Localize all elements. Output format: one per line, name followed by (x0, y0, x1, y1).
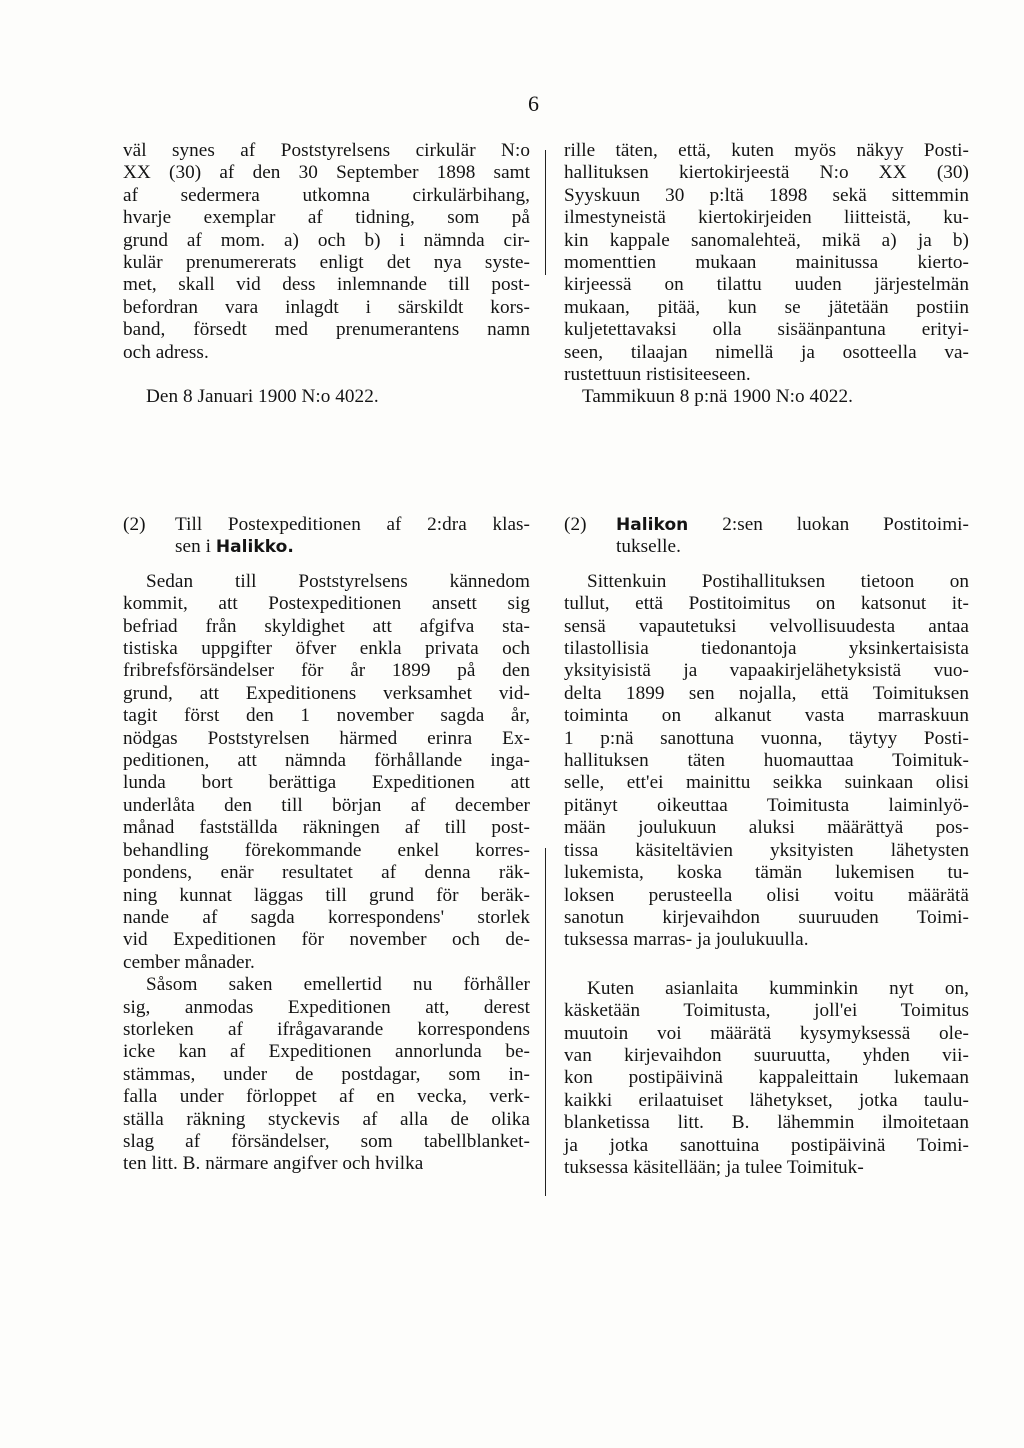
text-line: lunda bort berättiga Expeditionen att (123, 772, 530, 794)
text-line: nödgas Poststyrelsen härmed erinra Ex- (123, 727, 530, 749)
text-line: toiminta on alkanut vasta marraskuun (564, 705, 969, 727)
heading-line: sen i (175, 536, 211, 558)
heading-line (616, 514, 969, 536)
text-line: pitänyt oikeuttaa Toimitusta laiminlyö- (564, 794, 969, 816)
text-line: ja jotka sanottuina postipäivinä Toimi- (564, 1134, 969, 1156)
text-line: kulär prenumererats enligt det nya syste- (123, 252, 530, 274)
swedish-top-paragraph (123, 140, 530, 364)
finnish-top-date: Tammikuun 8 p:nä 1900 N:o 4022. (582, 386, 853, 408)
text-line: nande af sagda korrespondens' storlek (123, 906, 530, 928)
text-line: selle, ett'ei mainittu seikka suinkaan olisi (564, 772, 969, 794)
heading-line: tukselle. (616, 536, 681, 558)
finnish-bottom-paragraph-2 (564, 978, 969, 1180)
text-line: kin kappale sanomalehteä, mikä a) ja b) (564, 229, 969, 251)
text-line: grund af mom. a) och b) i nämnda cir- (123, 229, 530, 251)
text-line: lukemista, koska tämän lukemisen tu- (564, 862, 969, 884)
swedish-top-column (123, 140, 530, 408)
heading-place: Halikko. (215, 537, 294, 558)
text-line: falla under förloppet af en vecka, verk- (123, 1086, 530, 1108)
text-line: ten litt. B. närmare angifver och hvilka (123, 1153, 424, 1175)
text-line: rille täten, että, kuten myös näkyy Posti- (564, 140, 969, 161)
swedish-bottom-column (123, 514, 530, 1176)
finnish-bottom-heading (564, 514, 969, 559)
text-line: tilastollisia tiedonantoja yksinkertaisista (564, 638, 969, 660)
text-line: peditionen, att nämnda förhållande inga- (123, 750, 530, 772)
swedish-top-date: Den 8 Januari 1900 N:o 4022. (146, 386, 379, 408)
text-line: Syyskuun 30 p:ltä 1898 sekä sittemmin (564, 184, 969, 206)
text-line: cember månader. (123, 951, 255, 973)
text-line: hvarje exemplar af tidning, som på (123, 207, 530, 229)
text-line: ning kunnat läggas till grund för beräk- (123, 884, 530, 906)
text-line: Såsom saken emellertid nu förhåller (146, 974, 530, 996)
text-line: hallituksen täten huomauttaa Toimituk- (564, 750, 969, 772)
text-line: kuljetettavaksi olla sisäänpantuna erityi- (564, 319, 969, 341)
text-line: käsketään Toimitusta, joll'ei Toimitus (564, 1000, 969, 1022)
text-line: månad fastställda räkningen af till post- (123, 817, 530, 839)
text-line: momenttien mukaan mainitussa kierto- (564, 252, 969, 274)
text-line: pondens, enär resultatet af denna räk- (123, 862, 530, 884)
text-line: van kirjevaihdon suuruutta, yhden vii- (564, 1044, 969, 1066)
section-number: (2) (123, 514, 146, 535)
text-line: ställa räkning styckevis af alla de olika (123, 1108, 530, 1130)
text-line: loksen perusteella olisi voitu määrätä (564, 884, 969, 906)
text-line: delta 1899 sen nojalla, että Toimituksen (564, 682, 969, 704)
swedish-bottom-paragraph-2 (123, 974, 530, 1176)
text-line: kaikki erilaatuiset lähetykset, jotka taulu- (564, 1089, 969, 1111)
text-line: befordran vara inlagdt i särskildt kors- (123, 296, 530, 318)
text-line: underlåta den till början af december (123, 794, 530, 816)
text-line: kon postipäivinä kappaleittain lukemaan (564, 1067, 969, 1089)
text-line: stämmas, under de postdagar, som in- (123, 1063, 530, 1085)
text-line: icke kan af Expeditionen annorlunda be- (123, 1041, 530, 1063)
text-line: väl synes af Poststyrelsens cirkulär N:o (123, 140, 530, 161)
text-line: band, försedt med prenumerantens namn (123, 319, 530, 341)
heading-line-rest: 2:sen luokan Postitoimi- (722, 514, 969, 535)
text-line: 1 p:nä sanottuna vuonna, täytyy Posti- (564, 727, 969, 749)
swedish-bottom-heading (123, 514, 530, 559)
text-line: muutoin voi määrätä kysymyksessä ole- (564, 1022, 969, 1044)
text-line: kommit, att Postexpeditionen ansett sig (123, 593, 530, 615)
text-line: Sittenkuin Postihallituksen tietoon on (587, 570, 969, 592)
text-line: mään joulukuun aluksi määrättyä pos- (564, 817, 969, 839)
text-line: tistiska uppgifter öfver enkla privata och (123, 638, 530, 660)
section-number: (2) (564, 514, 587, 535)
text-line: hallituksen kiertokirjeestä N:o XX (30) (564, 162, 969, 184)
page-number: 6 (528, 91, 539, 116)
text-line: rustettuun ristisiteeseen. (564, 364, 751, 386)
text-line: fribrefsförsändelser för år 1899 på den (123, 660, 530, 682)
finnish-bottom-column (564, 514, 969, 1179)
text-line: XX (30) af den 30 September 1898 samt (123, 162, 530, 184)
heading-place: Halikon (616, 515, 689, 535)
text-line: tissa käsiteltävien yksityisten lähetysten (564, 839, 969, 861)
text-line: blanketissa litt. B. lähemmin ilmoitetaan (564, 1112, 969, 1134)
text-line: yksityisistä ja vapaakirjelähetyksistä vuo- (564, 660, 969, 682)
text-line: tuksessa marras- ja joulukuulla. (564, 929, 809, 951)
heading-text (175, 514, 530, 559)
text-line: tagit först den 1 november sagda år, (123, 705, 530, 727)
heading-text (616, 514, 969, 559)
column-rule (545, 150, 546, 275)
heading-line: Till Postexpeditionen af 2:dra klas- (175, 514, 530, 535)
finnish-top-column (564, 140, 969, 409)
text-line: Sedan till Poststyrelsens kännedom (146, 570, 530, 592)
text-line: tuksessa käsitellään; ja tulee Toimituk- (564, 1156, 864, 1178)
swedish-bottom-paragraph-1 (123, 571, 530, 974)
finnish-bottom-paragraph-1 (564, 571, 969, 952)
text-line: seen, tilaajan nimellä ja osotteella va- (564, 341, 969, 363)
text-line: och adress. (123, 341, 209, 363)
text-line: vid Expeditionen för november och de- (123, 929, 530, 951)
text-line: tullut, että Postitoimitus on katsonut it- (564, 593, 969, 615)
text-line: sanotun kirjevaihdon suuruuden Toimi- (564, 906, 969, 928)
text-line: ilmestyneistä kiertokirjeiden liitteistä, ku- (564, 207, 969, 229)
text-line: storleken af ifrågavarande korrespondens (123, 1018, 530, 1040)
text-line: af sedermera utkomna cirkulärbihang, (123, 184, 530, 206)
text-line: behandling förekommande enkel korres- (123, 839, 530, 861)
column-rule (545, 848, 546, 1196)
text-line: grund, att Expeditionens verksamhet vid- (123, 682, 530, 704)
finnish-top-paragraph (564, 140, 969, 386)
text-line: met, skall vid dess inlemnande till post- (123, 274, 530, 296)
text-line: Kuten asianlaita kumminkin nyt on, (587, 977, 969, 999)
text-line: kirjeessä on tilattu uuden järjestelmän (564, 274, 969, 296)
text-line: befriad från skyldighet att afgifva sta- (123, 615, 530, 637)
text-line: mukaan, pitää, kun se jätetään postiin (564, 296, 969, 318)
text-line: slag af försändelser, som tabellblanket- (123, 1130, 530, 1152)
text-line: sig, anmodas Expeditionen att, derest (123, 996, 530, 1018)
text-line: sensä vapautetuksi velvollisuudesta antaa (564, 615, 969, 637)
